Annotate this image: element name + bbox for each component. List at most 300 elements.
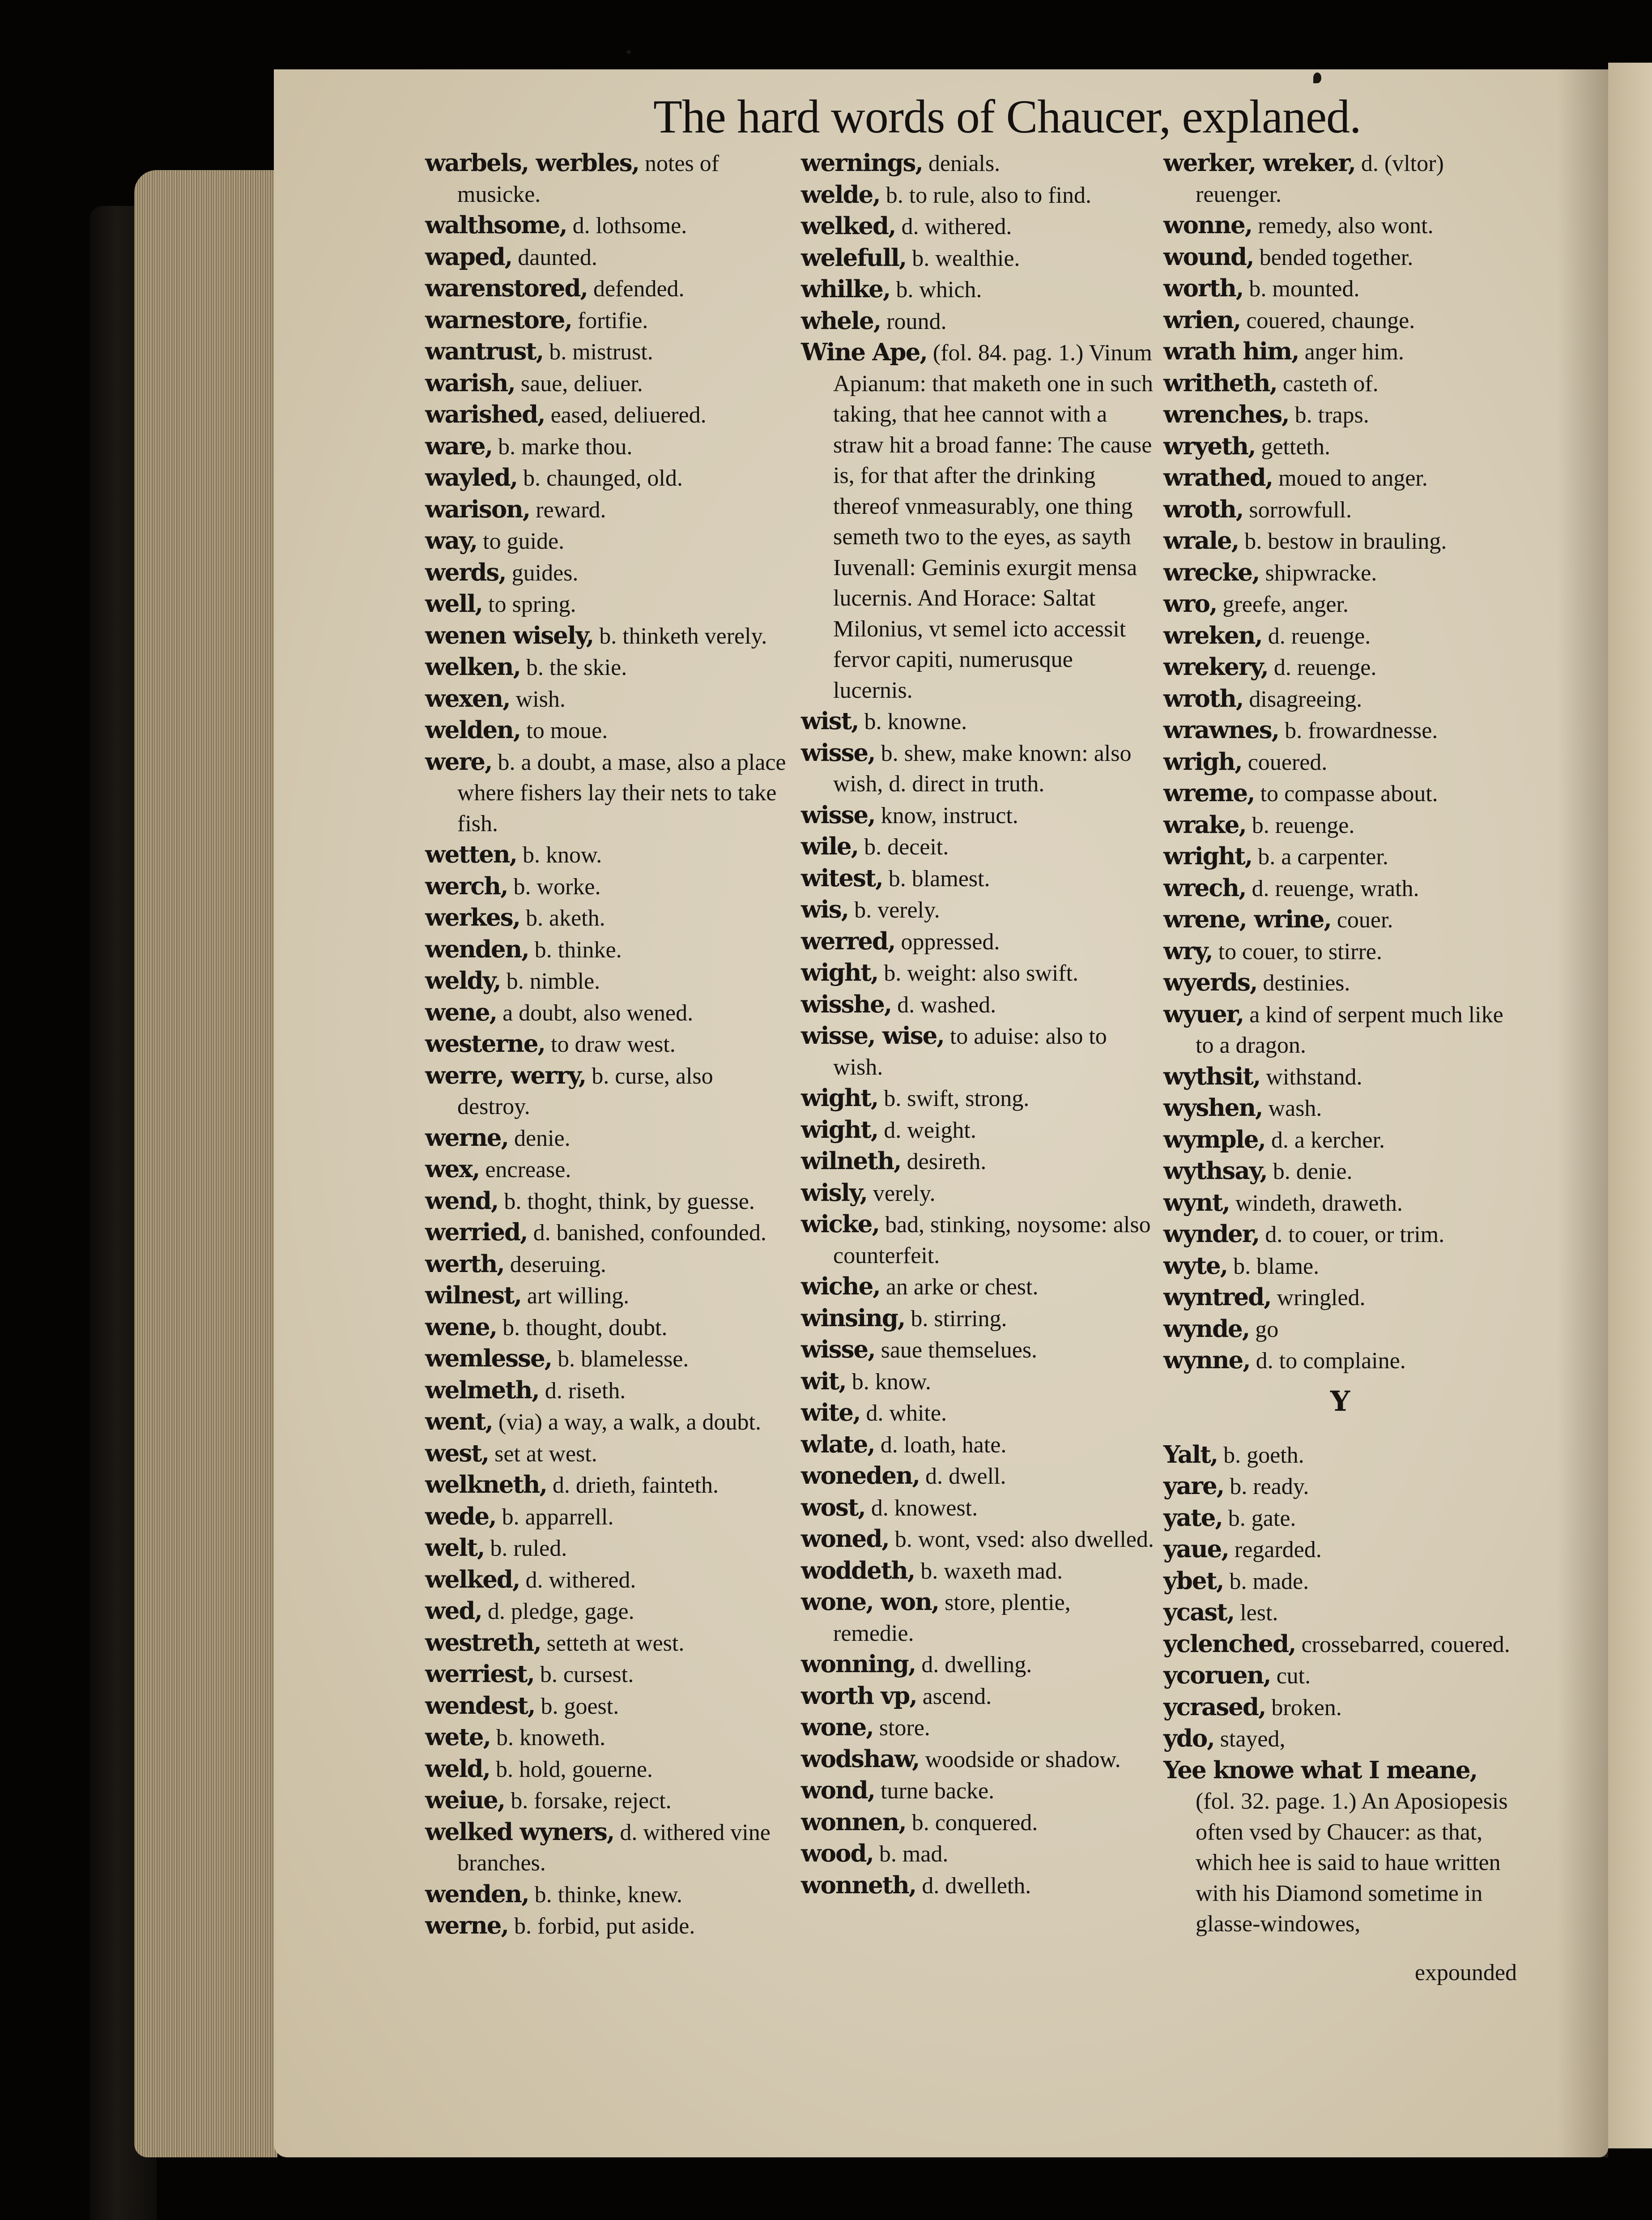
definition: to guide. [477,529,565,554]
glossary-entry [1163,1251,1517,1282]
headword: worth, [1163,274,1243,302]
definition: woodside or shadow. [919,1746,1121,1772]
headword: wonneth, [801,1871,916,1899]
definition: turne backe. [875,1778,995,1804]
definition: (fol. 32. page. 1.) An Aposiopesis often vsed by Chaucer: as that, which hee is said to haue written with his Diamond sometime in glasse-windowes, [1196,1789,1508,1937]
glossary-entry [425,839,788,871]
definition: daunted. [512,244,597,270]
definition: stayed, [1214,1726,1286,1752]
glossary-entry [425,210,788,242]
headword: wenden, [425,935,529,963]
headword: werkes, [425,904,520,931]
glossary-entry [425,1564,788,1596]
glossary-entry [1163,1345,1517,1377]
glossary-entry [801,894,1154,926]
definition: anger him. [1299,339,1404,365]
definition: b. conquered. [906,1810,1038,1836]
headword: ycrased, [1163,1693,1266,1721]
glossary-entry [425,1249,788,1281]
glossary-entry [425,902,788,934]
definition: b. know. [517,842,602,868]
glossary-entry [425,1754,788,1785]
headword: wex, [425,1155,480,1183]
definition: b. mounted. [1243,276,1360,302]
headword: way, [425,527,477,555]
glossary-entry [1163,810,1517,841]
glossary-entry [1163,1314,1517,1345]
definition: b. a carpenter. [1252,844,1388,870]
headword: witest, [801,864,883,892]
headword: wrekery, [1163,653,1268,681]
headword: wernings, [801,149,923,177]
definition: d. reuenge. [1268,655,1377,680]
headword: weldy, [425,967,501,995]
definition: b. ruled. [484,1536,567,1561]
glossary-entry [425,620,788,652]
glossary-entry [801,1303,1154,1335]
definition: b. a doubt, a mase, also a place where fishers lay their nets to take fish. [457,749,786,837]
headword: wryeth, [1163,432,1256,460]
headword: wynne, [1163,1346,1250,1374]
definition: broken. [1265,1695,1342,1720]
headword: werker, wreker, [1163,149,1355,177]
glossary-entry [801,1712,1154,1744]
definition: b. to rule, also to find. [880,182,1091,208]
glossary-entry [1163,620,1517,652]
definition: b. forsake, reject. [505,1788,672,1814]
glossary-entry [425,431,788,463]
headword: weld, [425,1755,490,1783]
glossary-entry [1163,1093,1517,1124]
headword: werds, [425,558,506,586]
definition: getteth. [1255,434,1331,460]
definition: bended together. [1253,244,1414,270]
definition: greefe, anger. [1217,592,1349,617]
glossary-entry [1163,1597,1517,1629]
glossary-entry [801,1429,1154,1461]
headword: wed, [425,1597,482,1625]
glossary-entry [425,1596,788,1627]
definition: couer. [1331,907,1393,933]
definition: d. drieth, fainteth. [546,1473,719,1498]
glossary-entry [801,989,1154,1021]
definition: b. frowardnesse. [1279,718,1438,743]
headword: woneden, [801,1462,920,1490]
headword: wonnen, [801,1808,906,1836]
glossary-entry [425,1627,788,1659]
headword: wrech, [1163,874,1246,902]
glossary-entry [425,525,788,557]
definition: b. cursest. [534,1662,634,1687]
headword: ybet, [1163,1567,1224,1595]
glossary-entry [425,1691,788,1722]
glossary-entry [1163,841,1517,873]
headword: yaue, [1163,1535,1229,1563]
headword: wrecke, [1163,558,1260,586]
glossary-entry [801,1838,1154,1870]
definition: b. curse, also destroy. [457,1063,713,1119]
glossary-entry [801,1555,1154,1587]
glossary-entry [801,179,1154,211]
column-2 [801,148,1154,1901]
definition: d. knowest. [865,1495,978,1521]
definition: d. withered. [895,214,1012,239]
page-edges [134,170,277,2157]
column-1 [425,148,788,1942]
headword: warished, [425,401,545,428]
definition: go [1249,1316,1279,1342]
headword: well, [425,590,483,618]
glossary-entry [801,1681,1154,1712]
glossary-entry [1163,336,1517,368]
definition: cut. [1270,1663,1311,1689]
headword: wicke, [801,1210,879,1238]
headword: ware, [425,432,493,460]
definition: to moue. [520,718,608,743]
definition: b. gate. [1222,1505,1296,1531]
glossary-entry [1163,1156,1517,1187]
headword: wodshaw, [801,1745,920,1773]
headword: wisse, wise, [801,1022,944,1050]
definition: b. forbid, put aside. [508,1913,695,1939]
definition: b. mistrust. [543,339,653,365]
headword: warbels, werbles, [425,149,639,177]
headword: wonne, [1163,211,1252,239]
glossary-entry [1163,1723,1517,1755]
headword: wayled, [425,464,518,491]
definition: b. wont, vsed: also dwelled. [889,1527,1154,1552]
headword: wend, [425,1187,498,1215]
glossary-entry [425,1312,788,1344]
headword: wenden, [425,1880,529,1908]
glossary-entry [1163,305,1517,337]
headword: wyerds, [1163,969,1257,996]
definition: (via) a way, a walk, a doubt. [492,1409,761,1435]
headword: went, [425,1408,493,1435]
glossary-entry [1163,462,1517,494]
glossary-entry [425,1501,788,1533]
definition: destinies. [1257,970,1350,996]
definition: b. goeth. [1218,1442,1304,1468]
headword: wyntred, [1163,1283,1271,1311]
definition: wringled. [1271,1285,1366,1311]
headword: whele, [801,307,881,335]
headword: wro, [1163,590,1217,618]
glossary-entry [425,589,788,620]
headword: wound, [1163,243,1254,271]
definition: b. denie. [1267,1159,1353,1184]
definition: fortifie. [571,307,648,333]
definition: b. blame. [1227,1253,1320,1279]
glossary-entry [1163,936,1517,968]
definition: to aduise: also to wish. [833,1024,1107,1080]
glossary-entry [425,965,788,997]
definition: d. to couer, or trim. [1259,1222,1445,1247]
glossary-entry [1163,1660,1517,1692]
headword: wist, [801,707,859,735]
glossary-entry [801,148,1154,179]
glossary-entry [801,1744,1154,1776]
glossary-entry [425,1029,788,1060]
definition: d. reuenge, wrath. [1246,875,1419,901]
glossary-entry [425,148,788,210]
definition: b. waxeth mad. [915,1558,1063,1584]
headword: wilneth, [801,1147,901,1175]
glossary-entry [425,683,788,715]
glossary-entry [801,243,1154,274]
glossary-entry [1163,1503,1517,1534]
headword: worth vp, [801,1682,917,1710]
glossary-entry [1163,494,1517,526]
headword: west, [425,1439,489,1467]
headword: werch, [425,872,508,900]
glossary-entry [801,1083,1154,1114]
glossary-entry [425,1280,788,1312]
glossary-entry [801,274,1154,306]
headword: wexen, [425,684,510,713]
glossary-entry [1163,1534,1517,1566]
definition: d. banished, confounded. [527,1220,766,1246]
headword: wynde, [1163,1315,1250,1343]
definition: d. reuenge. [1262,623,1371,649]
glossary-entry [425,399,788,431]
definition: b. know. [846,1369,931,1395]
headword: ycast, [1163,1598,1235,1626]
headword: wight, [801,1115,878,1144]
definition: to compasse about. [1254,781,1438,807]
glossary-entry [1163,210,1517,242]
definition: oppressed. [895,929,1000,955]
definition: casteth of. [1277,371,1379,397]
glossary-entry [801,1524,1154,1555]
definition: d. dwelling. [915,1652,1032,1678]
headword: wisse, [801,801,875,829]
glossary-entry [425,715,788,747]
glossary-entry [1163,148,1517,210]
glossary-entry [801,1649,1154,1681]
definition: b. wealthie. [906,245,1020,271]
definition: lest. [1234,1600,1278,1626]
glossary-entry [801,1271,1154,1303]
definition: crossebarred, couered. [1295,1631,1510,1657]
definition: b. swift, strong. [878,1086,1030,1111]
headword: waped, [425,243,512,271]
glossary-entry [1163,368,1517,400]
headword: woddeth, [801,1556,915,1584]
headword: wymple, [1163,1125,1265,1153]
glossary-entry [425,242,788,273]
definition: defended. [587,276,685,302]
headword: yare, [1163,1472,1224,1500]
headword: wyte, [1163,1251,1228,1280]
ink-speck [626,50,631,54]
definition: windeth, draweth. [1229,1190,1403,1216]
headword: wone, [801,1713,873,1741]
definition: d. (vltor) reuenger. [1196,151,1444,207]
definition: moued to anger. [1273,465,1428,491]
definition: b. thinke, knew. [528,1882,682,1908]
definition: couered, chaunge. [1240,307,1415,333]
definition: denials. [922,151,1001,176]
headword: werred, [801,927,895,955]
glossary-entry [1163,683,1517,715]
headword: wilnest, [425,1281,521,1309]
headword: welked, [801,212,896,240]
glossary-entry [801,1020,1154,1083]
definition: b. apparrell. [496,1504,614,1530]
glossary-entry [801,1807,1154,1839]
definition: saue, deliuer. [515,371,643,397]
headword: wight, [801,1084,878,1112]
definition: withstand. [1260,1064,1362,1090]
glossary-entry [1163,431,1517,463]
headword: ydo, [1163,1725,1214,1752]
definition: d. to complaine. [1250,1348,1406,1374]
headword: welmeth, [425,1376,539,1404]
headword: welt, [425,1534,485,1562]
headword: wond, [801,1776,875,1804]
glossary-entry [1163,1471,1517,1503]
definition: b. reuenge. [1246,812,1355,838]
definition: b. chaunged, old. [517,465,683,491]
glossary-entry [1163,1061,1517,1093]
definition: encrease. [479,1157,571,1183]
definition: wash. [1262,1096,1322,1121]
headword: wythsit, [1163,1062,1260,1090]
headword: wemlesse, [425,1345,552,1372]
glossary-entry [425,1123,788,1154]
glossary-entry [1163,1124,1517,1156]
headword: Yalt, [1163,1440,1218,1469]
glossary-entry [1163,525,1517,557]
glossary-entry [801,706,1154,738]
glossary-entry [425,934,788,966]
glossary-entry [801,1870,1154,1902]
glossary-entry [1163,1439,1517,1471]
definition: to spring. [482,592,576,617]
glossary-entry [425,997,788,1029]
definition: set at west. [489,1441,597,1467]
definition: b. thoght, think, by guesse. [498,1188,755,1214]
definition: b. knoweth. [490,1725,606,1750]
glossary-entry [801,1397,1154,1429]
headword: wis, [801,896,849,923]
glossary-entry [1163,1187,1517,1219]
headword: woned, [801,1525,889,1553]
ink-speck [1313,73,1321,83]
headword: wrien, [1163,306,1241,334]
definition: b. thinke. [528,937,622,963]
glossary-entry [425,1469,788,1501]
definition: d. dwell. [920,1464,1006,1489]
glossary-entry [425,1785,788,1817]
definition: sorrowfull. [1243,497,1352,523]
glossary-entry [801,1775,1154,1807]
section-letter: Y [1330,1384,1350,1417]
glossary-entry [425,1910,788,1942]
headword: wede, [425,1502,496,1530]
glossary-entry [801,337,1154,706]
glossary-entry [801,1587,1154,1649]
definition: store. [873,1715,930,1741]
headword: wile, [801,832,859,860]
definition: regarded. [1228,1537,1322,1563]
headword: werried, [425,1218,528,1246]
headword: wight, [801,959,878,986]
definition: b. marke thou. [492,434,633,460]
glossary-entry [1163,1692,1517,1724]
definition: a kind of serpent much like to a dragon. [1196,1002,1503,1058]
definition: to couer, to stirre. [1212,939,1382,965]
headword: wantrust, [425,337,544,365]
glossary-entry [801,957,1154,989]
glossary-entry [801,1146,1154,1178]
definition: b. which. [890,277,982,303]
definition: b. the skie. [520,655,627,680]
glossary-entry [801,1460,1154,1492]
headword: werre, werry, [425,1061,586,1089]
glossary-entry [1163,904,1517,936]
headword: wrenches, [1163,401,1289,428]
headword: werth, [425,1250,504,1278]
glossary-entry [1163,589,1517,620]
definition: bad, stinking, noysome: also counterfeit. [833,1212,1151,1268]
headword: wisshe, [801,990,892,1018]
headword: wright, [1163,842,1252,870]
definition: b. shew, make known: also wish, d. direct in truth. [833,740,1132,797]
headword: wroth, [1163,495,1243,523]
headword: wete, [425,1723,490,1751]
headword: wrawnes, [1163,716,1279,744]
definition: eased, deliuered. [545,402,707,428]
definition: remedy, also wont. [1252,213,1434,239]
headword: wenen wisely, [425,621,594,649]
glossary-entry [425,1060,788,1123]
headword: westreth, [425,1628,541,1656]
headword: wood, [801,1840,873,1867]
headword: wyuer, [1163,1000,1244,1028]
headword: wit, [801,1367,846,1395]
definition: d. loath, hate. [874,1432,1007,1458]
headword: welde, [801,180,880,209]
headword: welked, [425,1565,520,1593]
glossary-entry [1163,873,1517,905]
headword: were, [425,747,492,776]
headword: warison, [425,495,530,523]
definition: an arke or chest. [880,1274,1039,1300]
headword: wetten, [425,841,517,868]
headword: welkneth, [425,1471,547,1498]
glossary-entry [425,1817,788,1879]
definition: b. thought, doubt. [497,1315,668,1341]
headword: Wine Ape, [801,338,927,366]
headword: yclenched, [1163,1630,1296,1658]
definition: desireth. [901,1149,987,1174]
definition: round. [881,308,947,334]
headword: wiche, [801,1272,880,1300]
glossary-entry [425,1533,788,1564]
headword: westerne, [425,1030,545,1058]
headword: wost, [801,1493,865,1521]
glossary-entry [1163,1282,1517,1314]
definition: d. a kercher. [1265,1127,1385,1153]
definition: shipwracke. [1259,560,1377,586]
headword: wone, won, [801,1588,939,1616]
glossary-entry [801,1114,1154,1146]
headword: wrath him, [1163,337,1299,365]
glossary-entry [425,1375,788,1407]
glossary-entry [801,738,1154,800]
